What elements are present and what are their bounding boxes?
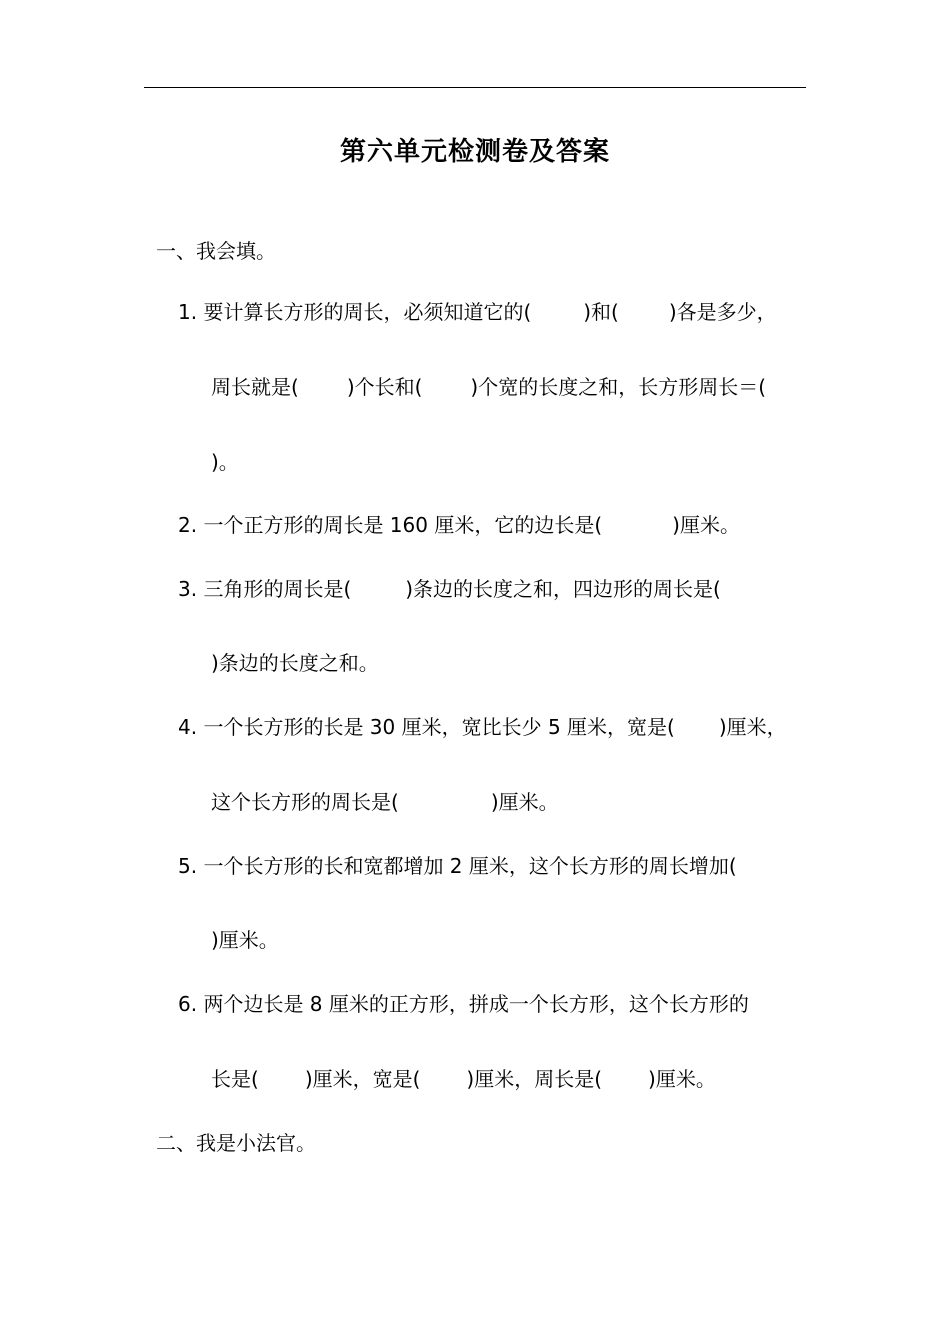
q1-text-d: 周长就是( [211, 375, 299, 399]
q1-text-c: )各是多少， [668, 300, 777, 324]
q2-text-a: 2. 一个正方形的周长是 160 厘米，它的边长是( [178, 513, 603, 537]
q1-text-a: 1. 要计算长方形的周长，必须知道它的( [178, 300, 532, 324]
question-2 [178, 510, 740, 540]
q6-text-d: )厘米。 [648, 1067, 716, 1091]
q4-text-c: 这个长方形的周长是( [211, 790, 399, 814]
q1-text-e: )个长和( [346, 375, 423, 399]
question-5-line-1: 5. 一个长方形的长和宽都增加 2 厘米，这个长方形的周长增加( [178, 854, 737, 878]
q1-text-b: )和( [583, 300, 619, 324]
question-4-line-1 [178, 712, 787, 742]
question-4-line-2 [211, 787, 559, 817]
question-3-line-2: )条边的长度之和。 [211, 651, 379, 675]
q6-text-b: )厘米，宽是( [304, 1067, 421, 1091]
section-2-heading: 二、我是小法官。 [156, 1131, 316, 1155]
header-rule [144, 87, 806, 88]
question-6-line-1: 6. 两个边长是 8 厘米的正方形，拼成一个长方形，这个长方形的 [178, 992, 749, 1016]
question-1-line-3: )。 [211, 450, 239, 474]
page-title: 第六单元检测卷及答案 [339, 137, 610, 167]
q4-text-d: )厘米。 [490, 790, 559, 814]
question-6-line-2 [211, 1064, 716, 1094]
question-3-line-1 [178, 574, 721, 604]
section-1-heading: 一、我会填。 [156, 239, 276, 263]
question-1-line-1 [178, 297, 777, 327]
q6-text-c: )厘米，周长是( [466, 1067, 603, 1091]
q3-text-a: 3. 三角形的周长是( [178, 577, 352, 601]
q1-text-f: )个宽的长度之和，长方形周长＝( [470, 375, 767, 399]
question-1-line-2 [211, 372, 766, 402]
q4-text-b: )厘米， [718, 715, 787, 739]
q3-text-b: )条边的长度之和，四边形的周长是( [405, 577, 721, 601]
question-5-line-2: )厘米。 [211, 928, 279, 952]
q2-text-b: )厘米。 [672, 513, 740, 537]
q4-text-a: 4. 一个长方形的长是 30 厘米，宽比长少 5 厘米，宽是( [178, 715, 675, 739]
q6-text-a: 长是( [211, 1067, 259, 1091]
